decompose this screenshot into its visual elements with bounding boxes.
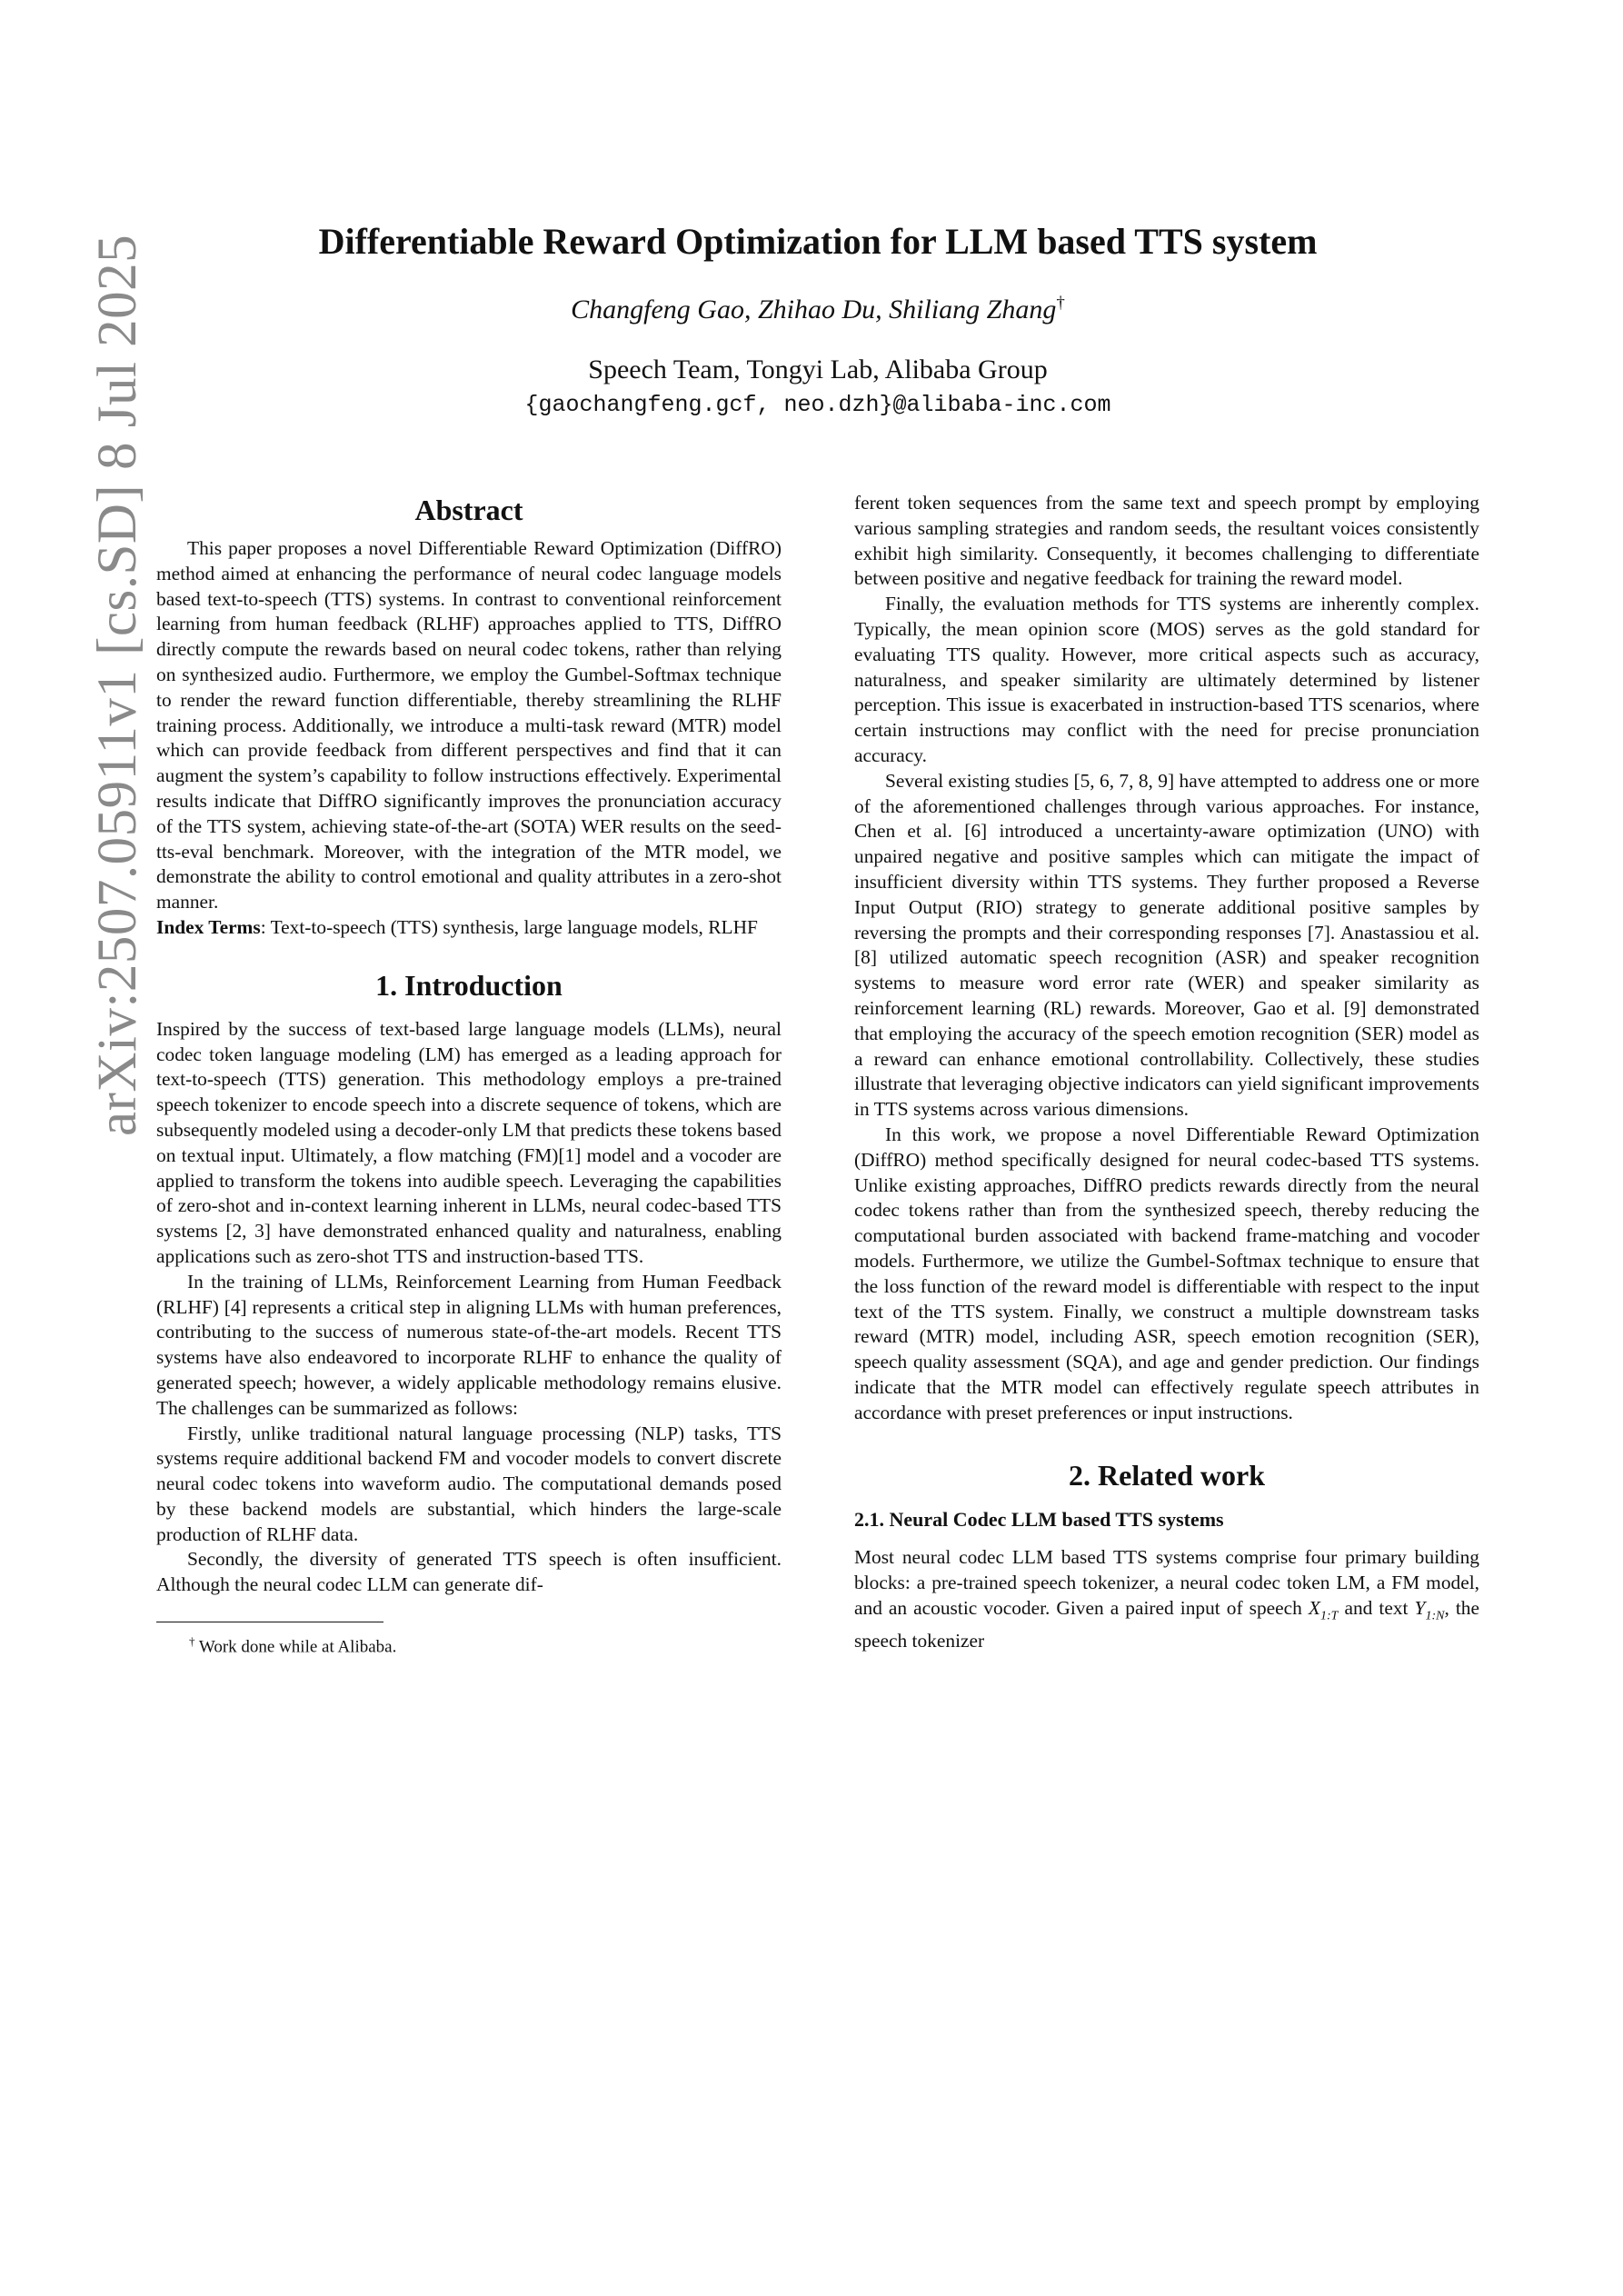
intro-paragraph-7: In this work, we propose a novel Differentiable Reward Optimization (DiffRO) method specifically designed for neural codec-based TTS systems. Unlike existing approaches, DiffRO predicts rewards directly from the neural codec tokens rather than from the synthesized speech, thereby reducing the computational burden associated with backend frame-matching and vocoder models. Furthermore, we utilize the Gumbel-Softmax technique to ensure that the loss function of the reward model is differentiable with respect to the input text of the TTS system. Finally, we construct a multiple downstream tasks reward (MTR) model, including ASR, speech emotion recognition (SER), speech quality assessment (SQA), and age and gender prediction. Our findings indicate that the MTR model can effectively regulate speech attributes in accordance with preset preferences or input instructions. — [854, 1123, 1479, 1423]
related-text-a: Most neural codec LLM based TTS systems comprise four primary building blocks: a pre-trained speech tokenizer, a neural codec token LM, a FM model, and an acoustic vocoder. Given a paired input of speech — [854, 1546, 1479, 1620]
intro-paragraph-4: Secondly, the diversity of generated TTS speech is often insufficient. Although the neural codec LLM can generate dif- — [156, 1548, 782, 1596]
related-paragraph-1 — [854, 1545, 1479, 1653]
abstract-text: This paper proposes a novel Differentiable Reward Optimization (DiffRO) method aimed at enhancing the performance of neural codec language models based text-to-speech (TTS) systems. In contrast to conventional reinforcement learning from human feedback (RLHF) approaches applied to TTS, DiffRO directly compute the rewards based on neural codec tokens, rather than relying on synthesized audio. Furthermore, we employ the Gumbel-Softmax technique to render the reward function differentiable, thereby streamlining the RLHF training process. Additionally, we introduce a multi-task reward (MTR) model which can provide feedback from different perspectives and find that it can augment the system’s capability to follow instructions effectively. Experimental results indicate that DiffRO significantly improves the pronunciation accuracy of the TTS system, achieving state-of-the-art (SOTA) WER results on the seed-tts-eval benchmark. Moreover, with the integration of the MTR model, we demonstrate the ability to control emotional and quality attributes in a zero-shot manner. — [156, 537, 782, 913]
footnote-mark: † — [189, 1634, 195, 1649]
paper-title: Differentiable Reward Optimization for LLM based TTS system — [318, 221, 1318, 262]
right-column — [854, 491, 1479, 1654]
author-list — [154, 285, 1481, 328]
subsection-heading: 2.1. Neural Codec LLM based TTS systems — [854, 1508, 1224, 1532]
text-variable-symbol: Y — [1414, 1597, 1426, 1620]
arxiv-identifier: arXiv:2507.05911v1 [cs.SD] 8 Jul 2025 — [87, 234, 148, 1136]
introduction-heading: 1. Introduction — [375, 968, 563, 1002]
text-variable-subscript: 1:N — [1425, 1609, 1445, 1623]
index-terms-text: : Text-to-speech (TTS) synthesis, large language models, RLHF — [260, 915, 758, 938]
intro-paragraph-1: Inspired by the success of text-based large language models (LLMs), neural codec token language modeling (LM) has emerged as a leading approach for text-to-speech (TTS) generation. This methodology employs a pre-trained speech tokenizer to encode speech into a discrete sequence of tokens, which are subsequently modeled using a decoder-only LM that predicts these tokens based on textual input. Ultimately, a flow matching (FM)[1] model and a vocoder are applied to transform the tokens into audible speech. Leveraging the capabilities of zero-shot and in-context learning inherent in LLMs, neural codec-based TTS systems [2, 3] have demonstrated enhanced quality and naturalness, enabling applications such as zero-shot TTS and instruction-based TTS. — [156, 1017, 782, 1267]
footnote-text: Work done while at Alibaba. — [194, 1637, 397, 1657]
intro-paragraph-4-continued: ferent token sequences from the same text and speech prompt by employing various sampling strategies and random seeds, the resultant voices consistently exhibit high similarity. Consequently, it becomes challenging to differentiate between positive and negative feedback for training the reward model. — [854, 492, 1479, 590]
intro-paragraph-5: Finally, the evaluation methods for TTS systems are inherently complex. Typically, the mean opinion score (MOS) serves as the gold standard for evaluating TTS quality. However, more critical aspects such as accuracy, naturalness, and speaker similarity are ultimately determined by listener perception. This issue is exacerbated in instruction-based TTS scenarios, where certain instructions may conflict with the need for precise pronunciation accuracy. — [854, 593, 1479, 766]
related-work-heading: 2. Related work — [1069, 1459, 1265, 1492]
index-terms-label: Index Terms — [156, 915, 261, 938]
author-emails: {gaochangfeng.gcf, neo.dzh}@alibaba-inc.com — [524, 392, 1111, 418]
affiliation: Speech Team, Tongyi Lab, Alibaba Group — [588, 354, 1048, 384]
intro-paragraph-3: Firstly, unlike traditional natural language processing (NLP) tasks, TTS systems require additional backend FM and vocoder models to convert discrete neural codec tokens into waveform audio. The computational demands posed by these backend models are substantial, which hinders the large-scale production of RLHF data. — [156, 1422, 782, 1545]
author-footnote-mark: † — [1056, 294, 1065, 313]
speech-variable-subscript: 1:T — [1319, 1609, 1339, 1623]
footnote — [156, 1630, 782, 1659]
intro-paragraph-2: In the training of LLMs, Reinforcement Learning from Human Feedback (RLHF) [4] represents a critical step in aligning LLMs with human preferences, contributing to the success of numerous state-of-the-art models. Recent TTS systems have also endeavored to incorporate RLHF to enhance the quality of generated speech; however, a widely applicable methodology remains elusive. The challenges can be summarized as follows: — [156, 1270, 782, 1419]
text-variable — [1414, 1597, 1445, 1623]
index-terms — [156, 915, 782, 941]
speech-variable-symbol: X — [1308, 1597, 1320, 1620]
left-column — [156, 491, 782, 1659]
paper-header — [154, 218, 1481, 421]
related-text-b: and text — [1338, 1597, 1415, 1620]
author-names: Changfeng Gao, Zhihao Du, Shiliang Zhang — [571, 294, 1057, 324]
intro-paragraph-6: Several existing studies [5, 6, 7, 8, 9] have attempted to address one or more of the aforementioned challenges through various approaches. For instance, Chen et al. [6] introduced a uncertainty-aware optimization (UNO) with unpaired negative and positive samples which can mitigate the impact of insufficient diversity within TTS systems. They further proposed a Reverse Input Output (RIO) strategy to generate additional positive samples by reversing the prompts and their corresponding responses [7]. Anastassiou et al. [8] utilized automatic speech recognition (ASR) and speaker recognition systems to measure word error rate (WER) and speaker similarity as reinforcement learning (RL) rewards. Moreover, Gao et al. [9] demonstrated that employing the accuracy of the speech emotion recognition (SER) model as a reward can enhance emotional controllability. Collectively, these studies illustrate that leveraging objective indicators can yield significant improvements in TTS systems across various dimensions. — [854, 769, 1479, 1121]
footnote-area — [156, 1622, 782, 1659]
abstract-heading: Abstract — [414, 494, 523, 526]
speech-variable — [1308, 1597, 1339, 1623]
related-text-c: , the speech tokenizer — [854, 1597, 1479, 1652]
